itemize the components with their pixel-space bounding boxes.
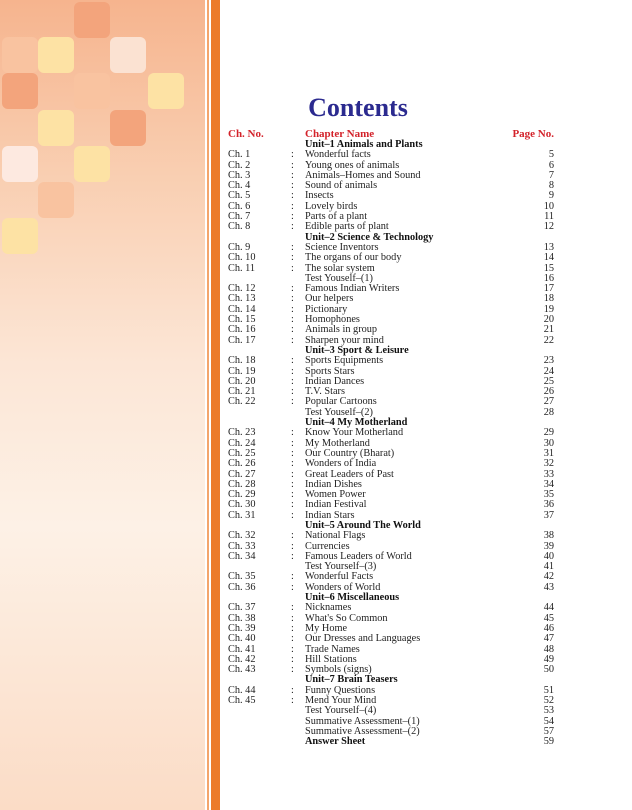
page-number: 5 — [548, 149, 554, 161]
chapter-number: Ch. 5 — [228, 190, 251, 202]
unit-title: Unit–1 Animals and Plants — [305, 139, 423, 150]
chapter-name: Insects — [305, 190, 334, 202]
chapter-number: Ch. 21 — [228, 386, 256, 398]
chapter-number: Ch. 9 — [228, 241, 251, 253]
separator-colon: : — [291, 200, 294, 212]
chapter-name: Science Inventors — [305, 241, 379, 253]
chapter-number: Ch. 31 — [228, 509, 256, 521]
page-title: Contents — [308, 93, 408, 122]
chapter-number: Ch. 25 — [228, 447, 256, 459]
page-number: 21 — [543, 324, 554, 336]
contents-row — [228, 572, 554, 582]
page-number: 41 — [543, 561, 554, 573]
chapter-number: Ch. 27 — [228, 468, 256, 480]
decorative-tile — [74, 73, 110, 109]
chapter-name: What's So Common — [305, 612, 388, 624]
decorative-tile — [2, 37, 38, 73]
unit-heading-row — [228, 675, 554, 685]
contents-row — [228, 181, 554, 191]
contents-row — [228, 470, 554, 480]
chapter-name: Famous Leaders of World — [305, 550, 412, 562]
chapter-number: Ch. 18 — [228, 355, 256, 367]
separator-colon: : — [291, 602, 294, 614]
chapter-name: My Motherland — [305, 437, 370, 449]
separator-colon: : — [291, 458, 294, 470]
chapter-name: Our Dresses and Languages — [305, 633, 421, 645]
chapter-number: Ch. 30 — [228, 499, 256, 511]
header-page-no: Page No. — [512, 128, 554, 140]
contents-row — [228, 325, 554, 335]
chapter-name: Currencies — [305, 540, 350, 552]
page-number: 8 — [548, 180, 554, 192]
contents-row — [228, 387, 554, 397]
contents-row — [228, 603, 554, 613]
page-number: 30 — [543, 437, 554, 449]
decorative-stripe — [211, 0, 220, 810]
chapter-name: Hill Stations — [305, 653, 357, 665]
page-number: 6 — [548, 159, 554, 171]
separator-colon: : — [291, 365, 294, 377]
page-number: 54 — [543, 715, 554, 727]
page-number: 39 — [543, 540, 554, 552]
unit-heading-row — [228, 737, 554, 747]
chapter-name: Wonders of World — [305, 581, 381, 593]
unit-title: Unit–4 My Motherland — [305, 417, 408, 429]
chapter-number: Ch. 22 — [228, 396, 256, 408]
chapter-name: Know Your Motherland — [305, 427, 404, 439]
separator-colon: : — [291, 633, 294, 645]
chapter-number: Ch. 40 — [228, 633, 256, 645]
separator-colon: : — [291, 581, 294, 593]
chapter-number: Ch. 2 — [228, 159, 251, 171]
contents-table — [228, 140, 554, 748]
chapter-name: The organs of our body — [305, 252, 402, 264]
header-chapter-no: Ch. No. — [228, 128, 264, 140]
chapter-name: Funny Questions — [305, 684, 376, 696]
chapter-name: Mend Your Mind — [305, 695, 377, 707]
separator-colon: : — [291, 262, 294, 274]
decorative-tile — [38, 37, 74, 73]
unit-heading-row — [228, 521, 554, 531]
chapter-name: Summative Assessment–(2) — [305, 725, 420, 737]
chapter-name: Test Yourself–(3) — [305, 561, 377, 573]
page-number: 9 — [548, 190, 554, 202]
separator-colon: : — [291, 437, 294, 449]
page-number: 15 — [543, 262, 554, 274]
chapter-number: Ch. 41 — [228, 643, 256, 655]
contents-row — [228, 655, 554, 665]
page-number: 28 — [543, 406, 554, 418]
chapter-number: Ch. 24 — [228, 437, 256, 449]
separator-colon: : — [291, 303, 294, 315]
chapter-name: Popular Cartoons — [305, 396, 377, 408]
separator-colon: : — [291, 684, 294, 696]
page-number: 36 — [543, 499, 554, 511]
page-number: 51 — [543, 684, 554, 696]
contents-row — [228, 490, 554, 500]
separator-colon: : — [291, 643, 294, 655]
contents-row — [228, 686, 554, 696]
contents-row — [228, 459, 554, 469]
chapter-number: Ch. 8 — [228, 221, 251, 233]
chapter-name: Sound of animals — [305, 180, 378, 192]
chapter-number: Ch. 19 — [228, 365, 256, 377]
page-number: 45 — [543, 612, 554, 624]
chapter-number: Ch. 36 — [228, 581, 256, 593]
separator-colon: : — [291, 283, 294, 295]
decorative-tile — [148, 73, 184, 109]
decorative-tile — [74, 146, 110, 182]
page-number: 40 — [543, 550, 554, 562]
chapter-number: Ch. 14 — [228, 303, 256, 315]
page-number: 48 — [543, 643, 554, 655]
unit-title: Unit–7 Brain Teasers — [305, 674, 398, 686]
chapter-name: Test Youself–(1) — [305, 272, 373, 284]
separator-colon: : — [291, 180, 294, 192]
contents-row — [228, 645, 554, 655]
chapter-number: Ch. 37 — [228, 602, 256, 614]
page-number: 20 — [543, 314, 554, 326]
chapter-number: Ch. 17 — [228, 334, 256, 346]
chapter-name: National Flags — [305, 530, 366, 542]
contents-row — [228, 634, 554, 644]
chapter-name: Wonders of India — [305, 458, 377, 470]
separator-colon: : — [291, 530, 294, 542]
contents-row — [228, 500, 554, 510]
decorative-tile — [2, 146, 38, 182]
contents-row — [228, 614, 554, 624]
page-number: 49 — [543, 653, 554, 665]
separator-colon: : — [291, 622, 294, 634]
contents-row — [228, 305, 554, 315]
page-number: 37 — [543, 509, 554, 521]
chapter-number: Ch. 43 — [228, 664, 256, 676]
separator-colon: : — [291, 293, 294, 305]
page-number: 16 — [543, 272, 554, 284]
chapter-name: Lovely birds — [305, 200, 358, 212]
chapter-number: Ch. 10 — [228, 252, 256, 264]
chapter-name: Trade Names — [305, 643, 360, 655]
contents-row — [228, 202, 554, 212]
chapter-number: Ch. 39 — [228, 622, 256, 634]
page-number: 31 — [543, 447, 554, 459]
chapter-number: Ch. 16 — [228, 324, 256, 336]
contents-row — [228, 294, 554, 304]
contents-row — [228, 696, 554, 706]
page-number: 42 — [543, 571, 554, 583]
chapter-number: Ch. 32 — [228, 530, 256, 542]
page-number: 32 — [543, 458, 554, 470]
contents-row — [228, 284, 554, 294]
separator-colon: : — [291, 375, 294, 387]
chapter-number: Ch. 42 — [228, 653, 256, 665]
contents-row — [228, 191, 554, 201]
chapter-name: Young ones of animals — [305, 159, 400, 171]
chapter-name: My Home — [305, 622, 348, 634]
contents-row — [228, 377, 554, 387]
separator-colon: : — [291, 550, 294, 562]
unit-heading-row — [228, 346, 554, 356]
chapter-name: Sports Equipments — [305, 355, 384, 367]
separator-colon: : — [291, 241, 294, 253]
separator-colon: : — [291, 169, 294, 181]
separator-colon: : — [291, 499, 294, 511]
chapter-name: Animals in group — [305, 324, 378, 336]
decorative-stripe-thin — [207, 0, 209, 810]
separator-colon: : — [291, 427, 294, 439]
separator-colon: : — [291, 324, 294, 336]
decorative-tile — [110, 37, 146, 73]
decorative-side-panel — [0, 0, 205, 810]
contents-row — [228, 315, 554, 325]
chapter-number: Ch. 34 — [228, 550, 256, 562]
page-number: 14 — [543, 252, 554, 264]
separator-colon: : — [291, 159, 294, 171]
chapter-name: Homophones — [305, 314, 360, 326]
chapter-number: Ch. 44 — [228, 684, 256, 696]
header-chapter-name: Chapter Name — [305, 128, 375, 140]
chapter-name: Wonderful Facts — [305, 571, 374, 583]
separator-colon: : — [291, 334, 294, 346]
separator-colon: : — [291, 695, 294, 707]
chapter-name: Test Yourself–(4) — [305, 705, 377, 717]
contents-row — [228, 449, 554, 459]
separator-colon: : — [291, 149, 294, 161]
contents-row — [228, 727, 554, 737]
chapter-name: Nicknames — [305, 602, 352, 614]
chapter-name: Our Country (Bharat) — [305, 447, 395, 459]
separator-colon: : — [291, 468, 294, 480]
chapter-name: Sports Stars — [305, 365, 355, 377]
unit-title: Unit–6 Miscellaneous — [305, 592, 400, 604]
decorative-tile — [74, 2, 110, 38]
chapter-number: Ch. 23 — [228, 427, 256, 439]
separator-colon: : — [291, 540, 294, 552]
page-number: 53 — [543, 705, 554, 717]
page-number: 19 — [543, 303, 554, 315]
contents-row — [228, 531, 554, 541]
page-number: 29 — [543, 427, 554, 439]
page-number: 22 — [543, 334, 554, 346]
chapter-number: Ch. 35 — [228, 571, 256, 583]
page-number: 11 — [544, 211, 554, 223]
chapter-number: Ch. 38 — [228, 612, 256, 624]
chapter-name: The solar system — [305, 262, 375, 274]
contents-row — [228, 212, 554, 222]
page-number: 23 — [543, 355, 554, 367]
unit-heading-row — [228, 593, 554, 603]
chapter-name: Wonderful facts — [305, 149, 371, 161]
chapter-name: Great Leaders of Past — [305, 468, 394, 480]
decorative-tile — [38, 182, 74, 218]
unit-title: Unit–2 Science & Technology — [305, 231, 434, 243]
page-number: 12 — [543, 221, 554, 233]
separator-colon: : — [291, 478, 294, 490]
page-number: 25 — [543, 375, 554, 387]
contents-row — [228, 552, 554, 562]
contents-row — [228, 367, 554, 377]
page-number: 34 — [543, 478, 554, 490]
page-number: 7 — [548, 169, 554, 181]
separator-colon: : — [291, 653, 294, 665]
separator-colon: : — [291, 221, 294, 233]
page-number: 43 — [543, 581, 554, 593]
page-number: 50 — [543, 664, 554, 676]
contents-row — [228, 171, 554, 181]
page-number: 27 — [543, 396, 554, 408]
page-number: 24 — [543, 365, 554, 377]
chapter-number: Ch. 15 — [228, 314, 256, 326]
chapter-name: Indian Stars — [305, 509, 355, 521]
chapter-name: Symbols (signs) — [305, 664, 372, 676]
page-number: 38 — [543, 530, 554, 542]
separator-colon: : — [291, 571, 294, 583]
separator-colon: : — [291, 252, 294, 264]
chapter-name: Pictionary — [305, 303, 348, 315]
separator-colon: : — [291, 509, 294, 521]
chapter-number: Ch. 26 — [228, 458, 256, 470]
chapter-name: Indian Dances — [305, 375, 365, 387]
separator-colon: : — [291, 386, 294, 398]
page-number: 44 — [543, 602, 554, 614]
separator-colon: : — [291, 447, 294, 459]
page-number: 18 — [543, 293, 554, 305]
chapter-number: Ch. 28 — [228, 478, 256, 490]
separator-colon: : — [291, 190, 294, 202]
chapter-number: Ch. 20 — [228, 375, 256, 387]
chapter-number: Ch. 13 — [228, 293, 256, 305]
page-number: 13 — [543, 241, 554, 253]
contents-row — [228, 428, 554, 438]
chapter-number: Ch. 12 — [228, 283, 256, 295]
decorative-tile — [2, 73, 38, 109]
chapter-name: Famous Indian Writers — [305, 283, 400, 295]
separator-colon: : — [291, 211, 294, 223]
page-number: 10 — [543, 200, 554, 212]
page-number: 57 — [543, 725, 554, 737]
page-number: 26 — [543, 386, 554, 398]
separator-colon: : — [291, 664, 294, 676]
page-number: 35 — [543, 489, 554, 501]
decorative-tile — [38, 110, 74, 146]
chapter-name: Our helpers — [305, 293, 354, 305]
chapter-number: Ch. 6 — [228, 200, 251, 212]
contents-row — [228, 480, 554, 490]
unit-title: Answer Sheet — [305, 736, 366, 748]
chapter-number: Ch. 29 — [228, 489, 256, 501]
chapter-number: Ch. 1 — [228, 149, 251, 161]
chapter-name: Animals–Homes and Sound — [305, 169, 421, 181]
unit-heading-row — [228, 140, 554, 150]
contents-row — [228, 264, 554, 274]
separator-colon: : — [291, 355, 294, 367]
chapter-name: Indian Festival — [305, 499, 367, 511]
chapter-name: Women Power — [305, 489, 366, 501]
separator-colon: : — [291, 396, 294, 408]
chapter-number: Ch. 7 — [228, 211, 251, 223]
chapter-name: Sharpen your mind — [305, 334, 384, 346]
chapter-name: Edible parts of plant — [305, 221, 389, 233]
unit-title: Unit–3 Sport & Leisure — [305, 344, 409, 356]
chapter-number: Ch. 3 — [228, 169, 251, 181]
separator-colon: : — [291, 489, 294, 501]
page-number: 17 — [543, 283, 554, 295]
page-number: 52 — [543, 695, 554, 707]
chapter-name: Summative Assessment–(1) — [305, 715, 420, 727]
page-number: 59 — [543, 736, 554, 748]
contents-row — [228, 356, 554, 366]
decorative-tile — [2, 218, 38, 254]
chapter-name: Indian Dishes — [305, 478, 362, 490]
decorative-tile — [110, 110, 146, 146]
page-number: 46 — [543, 622, 554, 634]
chapter-name: Parts of a plant — [305, 211, 368, 223]
page-number: 47 — [543, 633, 554, 645]
chapter-number: Ch. 33 — [228, 540, 256, 552]
separator-colon: : — [291, 612, 294, 624]
page-number: 33 — [543, 468, 554, 480]
contents-row — [228, 562, 554, 572]
unit-title: Unit–5 Around The World — [305, 519, 421, 531]
unit-heading-row — [228, 233, 554, 243]
contents-row — [228, 397, 554, 407]
separator-colon: : — [291, 314, 294, 326]
chapter-name: Test Youself–(2) — [305, 406, 373, 418]
chapter-name: T.V. Stars — [305, 386, 345, 398]
chapter-number: Ch. 11 — [228, 262, 256, 274]
chapter-number: Ch. 4 — [228, 180, 251, 192]
chapter-number: Ch. 45 — [228, 695, 256, 707]
contents-row — [228, 253, 554, 263]
